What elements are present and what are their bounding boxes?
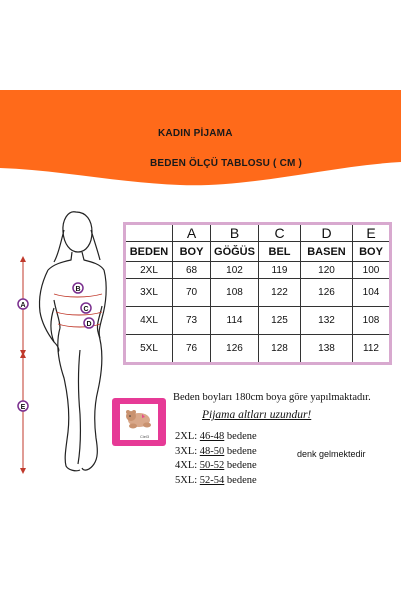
table-row xyxy=(125,307,391,335)
column-header: BEDEN xyxy=(125,242,173,262)
match-note: denk gelmektedir xyxy=(297,449,366,459)
column-header: BEL xyxy=(259,242,301,262)
marker-b xyxy=(73,283,83,293)
letter-cell: B xyxy=(211,224,259,242)
table-cell: 138 xyxy=(301,335,353,364)
svg-text:E: E xyxy=(20,404,26,411)
list-item: 4XL: 50-52 bedene xyxy=(175,460,257,471)
badge-code: Ciel3 xyxy=(140,434,150,439)
table-row xyxy=(125,262,391,279)
table-cell: 102 xyxy=(211,262,259,279)
list-item: 5XL: 52-54 bedene xyxy=(175,474,257,486)
orange-banner xyxy=(0,90,401,188)
page-subtitle: BEDEN ÖLÇÜ TABLOSU ( CM ) xyxy=(150,158,303,169)
list-item: 3XL: 48-50 bedene xyxy=(175,445,257,457)
table-cell: 126 xyxy=(301,279,353,307)
letter-cell: E xyxy=(353,224,391,242)
svg-text:C: C xyxy=(83,306,89,313)
column-header: BOY xyxy=(173,242,211,262)
table-cell: 4XL xyxy=(125,307,173,335)
table-cell: 73 xyxy=(173,307,211,335)
table-cell: 76 xyxy=(173,335,211,364)
table-cell: 104 xyxy=(353,279,391,307)
svg-text:D: D xyxy=(86,321,92,328)
blank-cell xyxy=(125,224,173,242)
page-title: KADIN PİJAMA xyxy=(158,128,233,139)
marker-d xyxy=(84,318,94,328)
table-cell: 122 xyxy=(259,279,301,307)
table-row xyxy=(125,335,391,364)
table-cell: 2XL xyxy=(125,262,173,279)
table-cell: 112 xyxy=(353,335,391,364)
table-row xyxy=(125,279,391,307)
column-header: BASEN xyxy=(301,242,353,262)
table-cell: 108 xyxy=(353,307,391,335)
height-note: Beden boyları 180cm boya göre yapılmaktadır. xyxy=(173,392,371,403)
table-cell: 3XL xyxy=(125,279,173,307)
table-cell: 125 xyxy=(259,307,301,335)
svg-text:B: B xyxy=(75,286,81,293)
column-header: GÖĞÜS xyxy=(211,242,259,262)
marker-a xyxy=(18,299,28,309)
table-cell: 70 xyxy=(173,279,211,307)
header-row xyxy=(125,242,391,262)
teddy-bear-icon xyxy=(120,406,158,436)
svg-text:A: A xyxy=(20,302,26,309)
list-item: 2XL: 46-48 bedene xyxy=(175,431,257,442)
brand-badge xyxy=(112,398,166,446)
table-cell: 108 xyxy=(211,279,259,307)
table-cell: 5XL xyxy=(125,335,173,364)
table-cell: 114 xyxy=(211,307,259,335)
marker-e xyxy=(18,401,28,411)
table-cell: 126 xyxy=(211,335,259,364)
size-range-list xyxy=(175,430,257,488)
badge-inner xyxy=(120,404,158,440)
size-table xyxy=(123,222,392,365)
table-cell: 68 xyxy=(173,262,211,279)
column-header: BOY xyxy=(353,242,391,262)
letter-cell: A xyxy=(173,224,211,242)
letter-row xyxy=(125,224,391,242)
long-trousers-note: Pijama altları uzundur! xyxy=(202,409,312,421)
table-cell: 132 xyxy=(301,307,353,335)
table-cell: 128 xyxy=(259,335,301,364)
letter-cell: D xyxy=(301,224,353,242)
table-cell: 100 xyxy=(353,262,391,279)
table-cell: 119 xyxy=(259,262,301,279)
marker-c xyxy=(81,303,91,313)
table-cell: 120 xyxy=(301,262,353,279)
letter-cell: C xyxy=(259,224,301,242)
